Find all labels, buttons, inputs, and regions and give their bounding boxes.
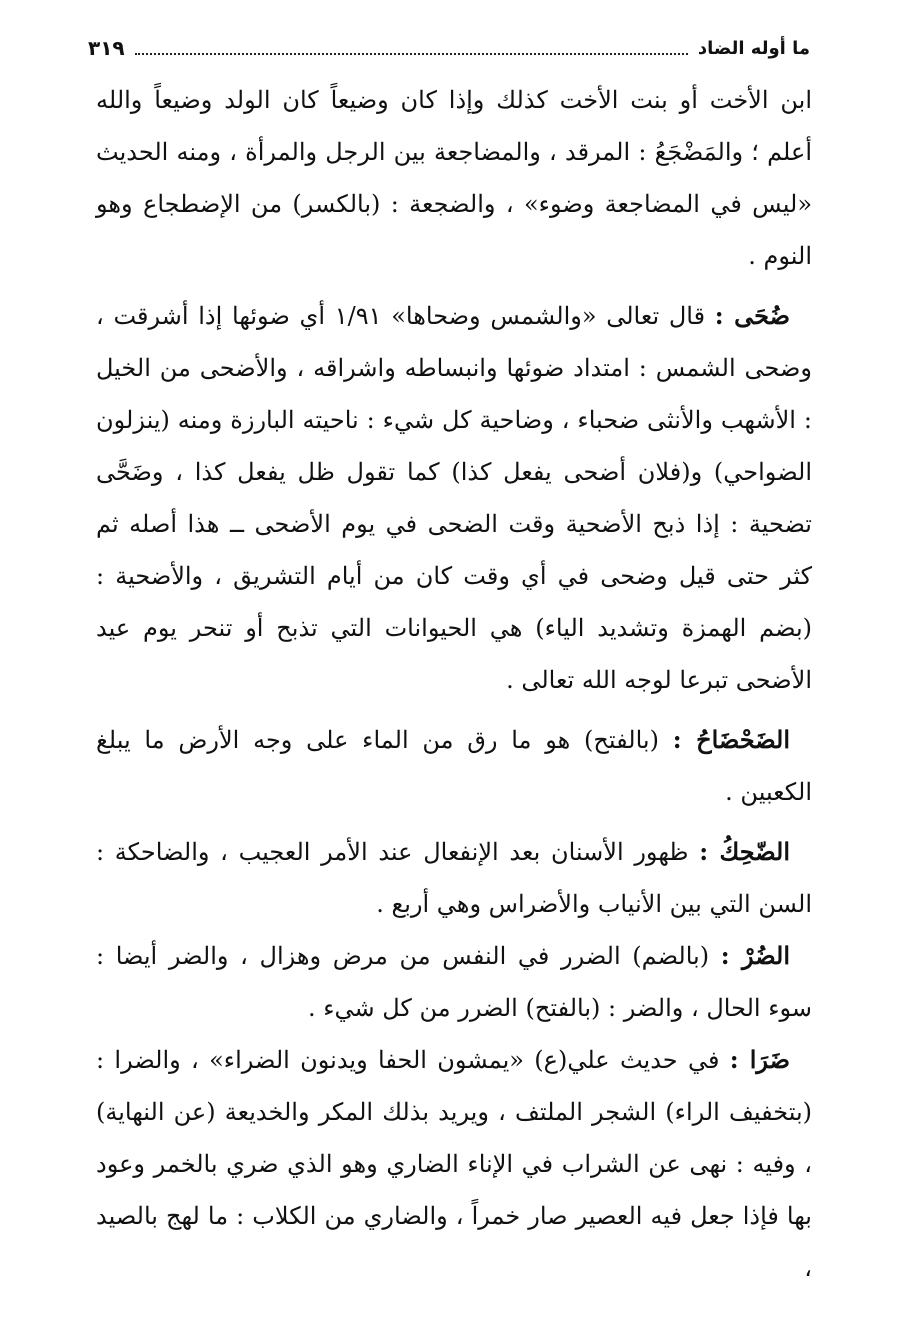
dictionary-body bbox=[96, 74, 812, 1294]
dictionary-entry bbox=[96, 1034, 812, 1294]
entry-headword: الضّحِكُ : bbox=[699, 837, 790, 866]
entry-headword: الضَحْضَاحُ : bbox=[672, 725, 790, 754]
entry-text: قال تعالى «والشمس وضحاها» ١/٩١ أي ضوئها إذا أشرقت ، وضحى الشمس : امتداد ضوئها وانبساطه واشراقه ، والأضحى من الخيل : الأشهب والأنثى ضحباء ، وضاحية كل شيء : ناحيته البارزة ومنه (ينزلون الضواحي) و(فلان أضحى يفعل كذا) كما تقول ظل يفعل كذا ، وضَحَّى تضحية : إذا ذبح الأضحية وقت الضحى في يوم الأضحى ــ هذا أصله ثم كثر حتى قيل وضحى في أي وقت كان من أيام التشريق ، والأضحية : (بضم الهمزة وتشديد الياء) هي الحيوانات التي تذبح أو تنحر يوم عيد الأضحى تبرعا لوجه الله تعالى . bbox=[96, 302, 812, 694]
entry-text: (بالضم) الضرر في النفس من مرض وهزال ، والضر أيضا : سوء الحال ، والضر : (بالفتح) الضرر من كل شيء . bbox=[96, 942, 812, 1022]
dictionary-entry bbox=[96, 714, 812, 818]
dictionary-entry bbox=[96, 290, 812, 706]
dictionary-entry bbox=[96, 930, 812, 1034]
page-number: ٣١٩ bbox=[88, 36, 125, 60]
running-header bbox=[88, 30, 810, 66]
section-title: ما أوله الضاد bbox=[697, 37, 810, 59]
entry-text: ظهور الأسنان بعد الإنفعال عند الأمر العجيب ، والضاحكة : السن التي بين الأنياب والأضراس وهي أربع . bbox=[96, 838, 812, 918]
dictionary-entry bbox=[96, 74, 812, 282]
entry-text: ابن الأخت أو بنت الأخت كذلك وإذا كان وضيعاً كان الولد وضيعاً والله أعلم ؛ والمَضْجَعُ : المرقد ، والمضاجعة بين الرجل والمرأة ، ومنه الحديث «ليس في المضاجعة وضوء» ، والضجعة : (بالكسر) من الإضطجاع وهو النوم . bbox=[96, 86, 812, 270]
dictionary-entry bbox=[96, 826, 812, 930]
entry-text: في حديث علي(ع) «يمشون الحفا ويدنون الضراء» ، والضرا : (بتخفيف الراء) الشجر الملتف ، ويريد بذلك المكر والخديعة (عن النهاية) ، وفيه : نهى عن الشراب في الإناء الضاري وهو الذي ضري بالخمر وعود بها فإذا جعل فيه العصير صار خمراً ، والضاري من الكلاب : ما لهج بالصيد ، bbox=[96, 1046, 812, 1282]
entry-headword: ضُحَى : bbox=[714, 301, 790, 330]
leader-dots bbox=[135, 41, 688, 55]
entry-text: (بالفتح) هو ما رق من الماء على وجه الأرض ما يبلغ الكعبين . bbox=[96, 726, 812, 806]
entry-headword: ضَرَا : bbox=[729, 1045, 790, 1074]
entry-headword: الضُرْ : bbox=[720, 941, 790, 970]
